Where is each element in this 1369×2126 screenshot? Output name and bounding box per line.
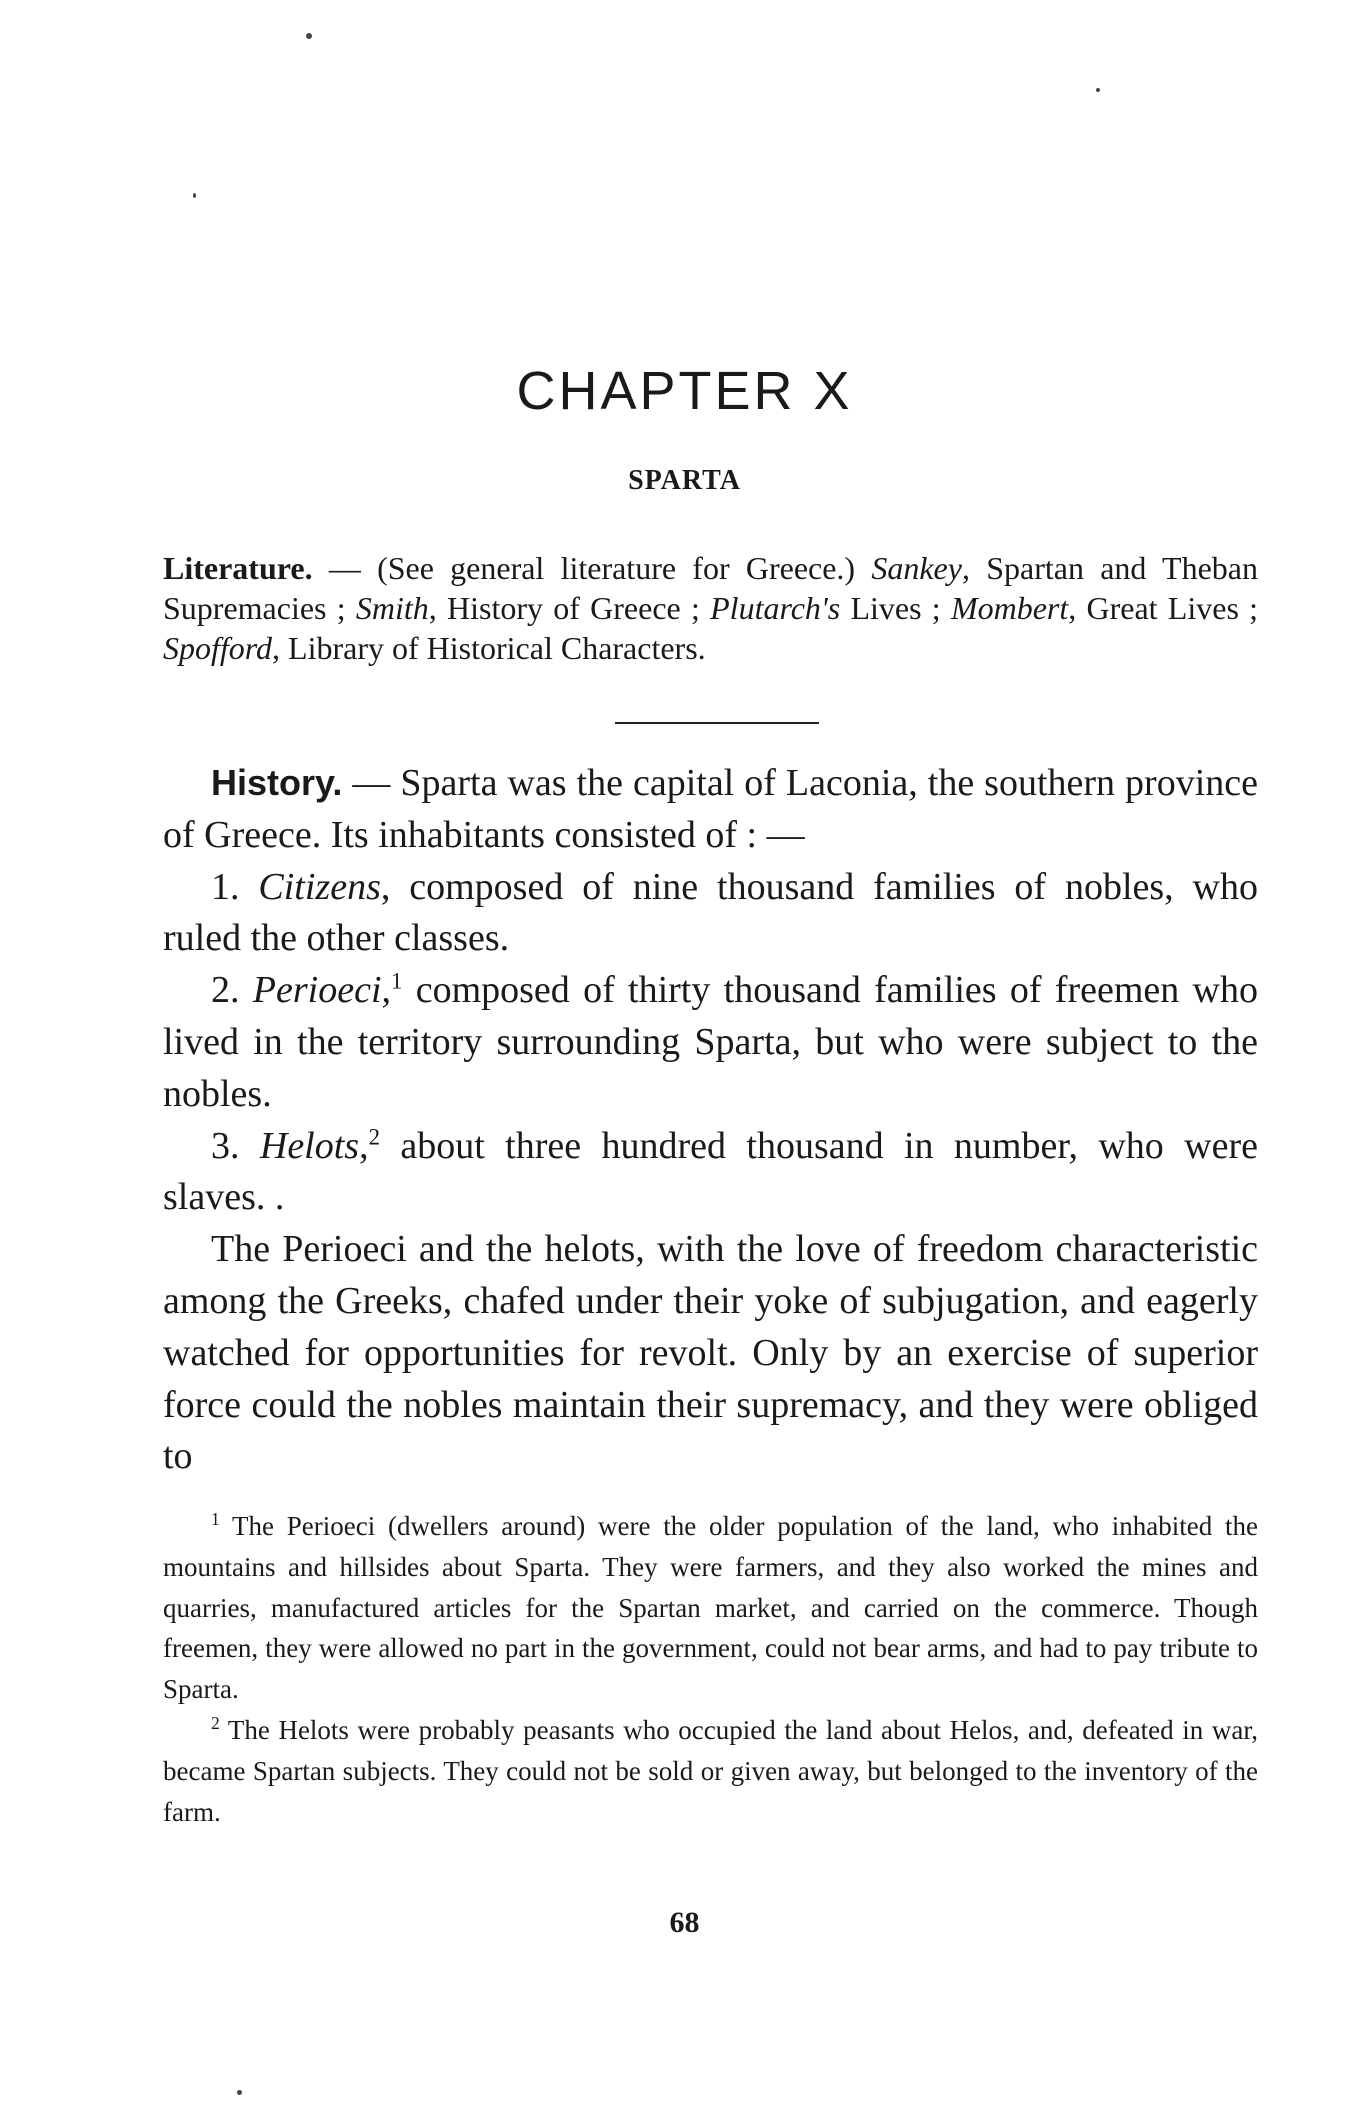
footnote-mark: 2 xyxy=(211,1712,220,1733)
scan-speck xyxy=(193,193,196,198)
list-item-helots: 3. Helots,$^2$ about three hundred thousand in number, who were slaves. . xyxy=(163,1123,1258,1219)
author-mombert: Mombert xyxy=(950,590,1069,626)
chapter-title: CHAPTER X xyxy=(516,361,853,421)
list-item-citizens xyxy=(163,862,1258,966)
literature-paragraph xyxy=(163,548,1258,668)
scan-speck xyxy=(1096,88,1100,92)
body-paragraph: The Perioeci and the helots, with the love of freedom characteristic among the Greeks, chafed under their yoke of subjugation, and eagerly watched for opportunities for revolt. Only by an exercise of superior force could the nobles maintain their supremacy, and they were obliged to xyxy=(163,1228,1258,1478)
literature-text-5: , Library of Historical Characters. xyxy=(272,630,706,666)
history-intro-paragraph xyxy=(163,757,1258,862)
author-smith: Smith xyxy=(355,590,429,626)
scan-speck xyxy=(237,2090,242,2095)
list-number: 1. xyxy=(211,865,240,908)
author-spofford: Spofford xyxy=(163,630,273,666)
footnote-2 xyxy=(163,1710,1258,1832)
author-sankey: Sankey xyxy=(871,550,962,586)
literature-label: Literature. xyxy=(163,550,313,586)
footnote-1 xyxy=(163,1506,1258,1710)
list-item-text: about three hundred thousand in number, who were slaves. . xyxy=(163,1124,1258,1219)
footnotes xyxy=(163,1506,1258,1832)
footnote-mark: 1 xyxy=(211,1509,220,1529)
term-helots: Helots xyxy=(259,1124,360,1167)
literature-text-1: , Spartan and Theban Supremacies ; xyxy=(163,550,1259,626)
author-plutarch: Plutarch's xyxy=(710,590,841,626)
literature-text-3: Lives ; xyxy=(840,590,951,626)
footnote-ref-2: 2 xyxy=(368,1123,380,1149)
list-number: 2. xyxy=(211,969,240,1012)
chapter-subtitle: SPARTA xyxy=(628,465,741,496)
section-divider xyxy=(615,722,819,724)
list-item-text: composed of thirty thousand families of freemen who lived in the territory surrounding Sparta, but who were subject to the nobles. xyxy=(163,969,1258,1115)
list-item-text: , composed of nine thousand families of nobles, who ruled the other classes. xyxy=(163,865,1258,960)
literature-text-2: , History of Greece ; xyxy=(428,590,711,626)
scan-speck xyxy=(306,33,312,39)
list-number: 3. xyxy=(211,1124,240,1167)
term-perioeci: Perioeci xyxy=(252,969,382,1012)
footnote-text: The Perioeci (dwellers around) were the older population of the land, who inhabited the mountains and hillsides about Sparta. They were farmers, and they also worked the mines and quarries, manufactured articles for the Spartan market, and carried on the commerce. Though freemen, they were allowed no part in the government, could not bear arms, and had to pay tribute to Sparta. xyxy=(163,1511,1258,1705)
page-number: 68 xyxy=(669,1906,700,1939)
literature-text-4: , Great Lives ; xyxy=(1068,590,1259,626)
footnote-text: The Helots were probably peasants who occupied the land about Helos, and, defeated in war, became Spartan subjects. They could not be sold or given away, but belonged to the inventory of the farm. xyxy=(163,1714,1258,1827)
history-label: History. xyxy=(211,762,343,803)
literature-intro: — (See general literature for Greece.) xyxy=(312,550,872,586)
history-section xyxy=(163,757,1258,1483)
term-citizens: Citizens xyxy=(258,865,381,908)
list-item-perioeci: 2. Perioeci,$^1$ composed of thirty thousand families of freemen who lived in the territory surrounding Sparta, but who were subject to the nobles. xyxy=(163,968,1258,1115)
history-intro: — Sparta was the capital of Laconia, the southern province of Greece. Its inhabitants consisted of : — xyxy=(163,762,1258,856)
footnote-ref-1: 1 xyxy=(391,968,403,994)
